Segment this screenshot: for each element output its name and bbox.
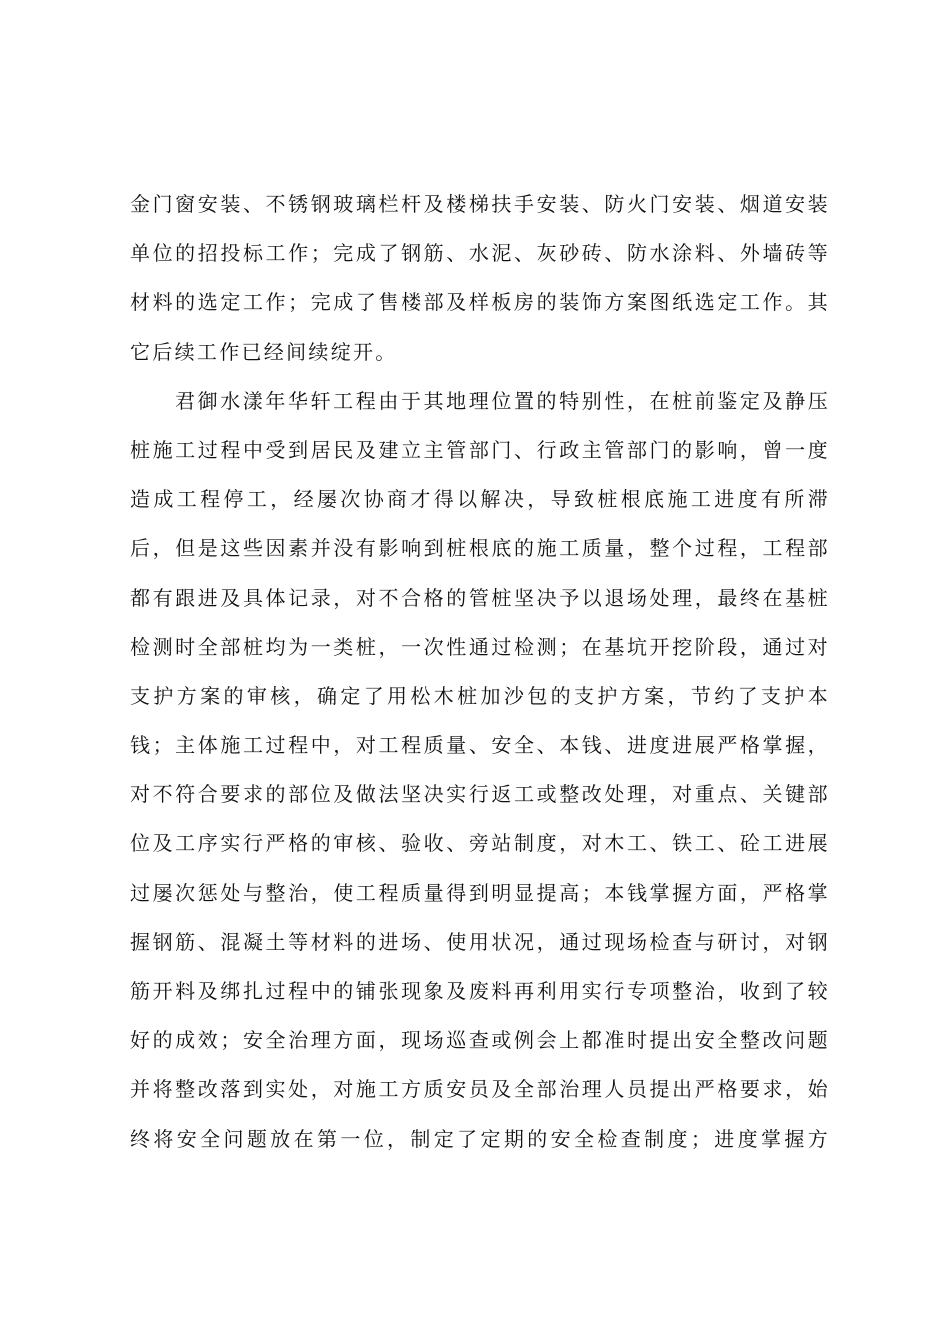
- text-line: 钱；主体施工过程中，对工程质量、安全、本钱、进度进展严格掌握，: [130, 733, 830, 758]
- text-line: 筋开料及绑扎过程中的铺张现象及废料再利用实行专项整治，收到了较: [130, 979, 830, 1003]
- text-line: 桩施工过程中受到居民及建立主管部门、行政主管部门的影响，曾一度: [130, 437, 830, 462]
- paragraph-2: [130, 377, 830, 1164]
- paragraph-1: [130, 180, 830, 377]
- text-line: 并将整改落到实处，对施工方质安员及全部治理人员提出严格要求，始: [130, 1077, 830, 1102]
- document-body: [130, 180, 830, 1164]
- text-line: 检测时全部桩均为一类桩，一次性通过检测；在基坑开挖阶段，通过对: [130, 634, 830, 659]
- text-line: 好的成效；安全治理方面，现场巡查或例会上都准时提出安全整改问题: [130, 1028, 830, 1053]
- text-line: 终将安全问题放在第一位，制定了定期的安全检查制度；进度掌握方: [130, 1126, 830, 1151]
- text-line: 材料的选定工作；完成了售楼部及样板房的装饰方案图纸选定工作。其: [130, 290, 830, 315]
- text-line: 单位的招投标工作；完成了钢筋、水泥、灰砂砖、防水涂料、外墙砖等: [130, 241, 830, 266]
- text-line: 君御水漾年华轩工程由于其地理位置的特别性，在桩前鉴定及静压: [175, 388, 830, 413]
- text-line: 造成工程停工，经屡次协商才得以解决，导致桩根底施工进度有所滞: [130, 487, 830, 512]
- text-line: 它后续工作已经间续绽开。: [130, 339, 398, 364]
- text-line: 对不符合要求的部位及做法坚决实行返工或整改处理，对重点、关键部: [130, 782, 830, 807]
- text-line: 位及工序实行严格的审核、验收、旁站制度，对木工、铁工、砼工进展: [130, 831, 830, 856]
- text-line: 支护方案的审核，确定了用松木桩加沙包的支护方案，节约了支护本: [130, 683, 830, 708]
- text-line: 过屡次惩处与整治，使工程质量得到明显提高；本钱掌握方面，严格掌: [130, 880, 830, 905]
- text-line: 都有跟进及具体记录，对不合格的管桩坚决予以退场处理，最终在基桩: [130, 585, 830, 610]
- text-line: 握钢筋、混凝土等材料的进场、使用状况，通过现场检查与研讨，对钢: [130, 929, 830, 954]
- text-line: 后，但是这些因素并没有影响到桩根底的施工质量，整个过程，工程部: [130, 536, 830, 561]
- text-line: 金门窗安装、不锈钢玻璃栏杆及楼梯扶手安装、防火门安装、烟道安装: [130, 192, 830, 216]
